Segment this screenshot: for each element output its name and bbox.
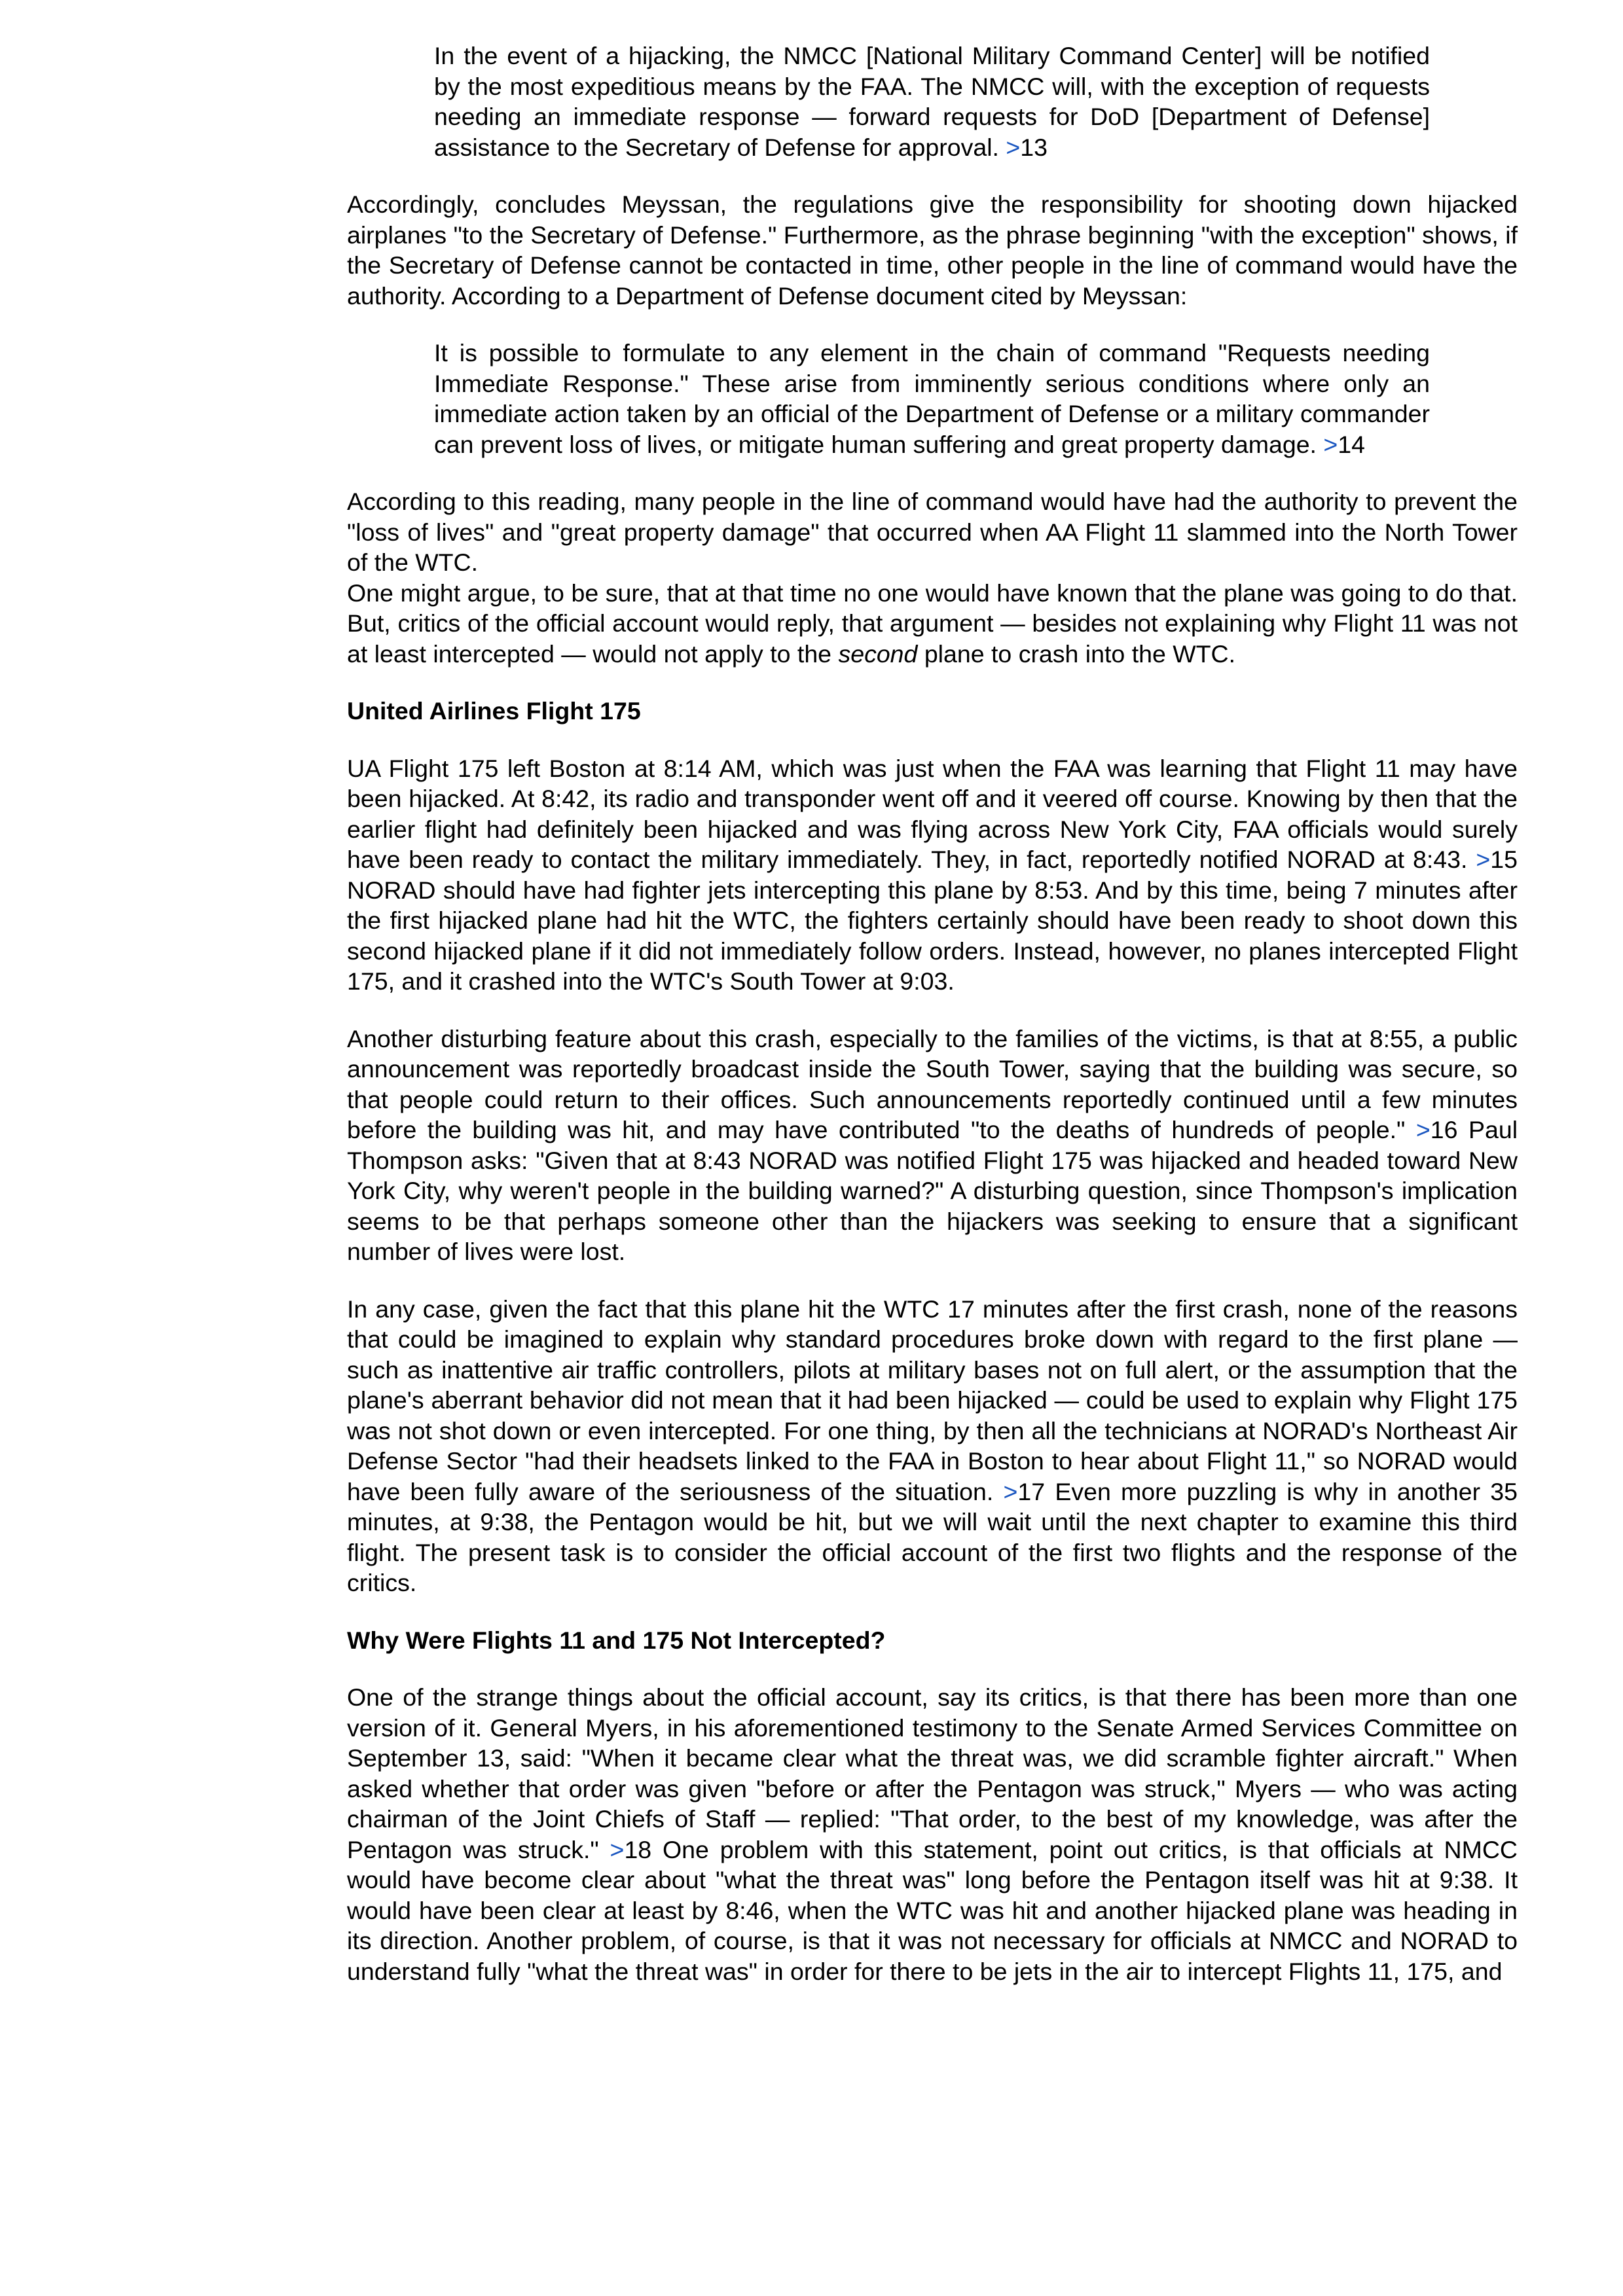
paragraph-flight-175-part1: UA Flight 175 left Boston at 8:14 AM, which was just when the FAA was learning that Flight 11 may have been hijacked. At 8:42, its radio and transponder went off and it veered off course. Knowing by then that the earlier flight had definitely been hijacked and was flying across New York City, FAA officials would surely have been ready to contact the military immediately. They, in fact, reportedly notified NORAD at 8:43. (347, 754, 1518, 873)
footnote-link-18[interactable]: > (610, 1835, 625, 1863)
paragraph-second-plane (347, 578, 1518, 670)
footnote-link-16[interactable]: > (1415, 1116, 1431, 1143)
paragraph-flight-175-part2: NORAD should have had fighter jets intercepting this plane by 8:53. And by this time, being 7 minutes after the first hijacked plane had hit the WTC, the fighters certainly should have been ready to shoot down this second hijacked plane if it did not immediately follow orders. Instead, however, no planes intercepted Flight 175, and it crashed into the WTC's South Tower at 9:03. (347, 876, 1518, 995)
paragraph-flight-175 (347, 753, 1518, 997)
footnote-number-17: 17 (1017, 1477, 1046, 1505)
paragraph-announcement (347, 1024, 1518, 1267)
quote-2-text: It is possible to formulate to any element in the chain of command "Requests needing Immediate Response." These arise from imminently serious conditions where only an immediate action taken by an official of the Department of Defense or a military commander can prevent loss of lives, or mitigate human suffering and great property damage. (434, 339, 1430, 458)
footnote-number-13: 13 (1020, 133, 1048, 161)
quote-1-text: In the event of a hijacking, the NMCC [National Military Command Center] will be notified by the most expeditious means by the FAA. The NMCC will, with the exception of requests needing an immediate response — forward requests for DoD [Department of Defense] assistance to the Secretary of Defense for approval. (434, 42, 1430, 161)
paragraph-standard-procedures-part2: Even more puzzling is why in another 35 minutes, at 9:38, the Pentagon would be hit, but we will wait until the next chapter to examine this third flight. The present task is to consider the official account of the first two flights and the response of the critics. (347, 1477, 1518, 1596)
paragraph-announcement-part1: Another disturbing feature about this crash, especially to the families of the victims, is that at 8:55, a public announcement was reportedly broadcast inside the South Tower, saying that the building was secure, so that people could return to their offices. Such announcements reportedly continued until a few minutes before the building was hit, and may have contributed "to the deaths of hundreds of people." (347, 1024, 1518, 1143)
paragraph-line-of-command: According to this reading, many people in the line of command would have had the authority to prevent the "loss of lives" and "great property damage" that occurred when AA Flight 11 slammed into the North Tower of the WTC. (347, 488, 1518, 576)
footnote-link-14[interactable]: > (1323, 430, 1338, 458)
section-heading-not-intercepted: Why Were Flights 11 and 175 Not Intercepted? (347, 1626, 886, 1654)
section-heading-flight-175: United Airlines Flight 175 (347, 697, 641, 725)
paragraph-second-plane-after: plane to crash into the WTC. (924, 639, 1236, 668)
paragraph-official-account-part1: One of the strange things about the official account, say its critics, is that there has been more than one version of it. General Myers, in his aforementioned testimony to the Senate Armed Services Committee on September 13, said: "When it became clear what the threat was, we did scramble fighter aircraft." When asked whether that order was given "before or after the Pentagon was struck," Myers — who was acting chairman of the Joint Chiefs of Staff — replied: "That order, to the best of my knowledge, was after the Pentagon was struck." (347, 1683, 1518, 1863)
paragraph-second-plane-before: One might argue, to be sure, that at that time no one would have known that the plane was going to do that. But, critics of the official account would reply, that argument — besides not explaining why Flight 11 was not at least intercepted — would not apply to the (347, 579, 1518, 668)
footnote-number-15: 15 (1490, 846, 1518, 873)
footnote-number-16: 16 (1430, 1116, 1458, 1143)
footnote-link-17[interactable]: > (1003, 1477, 1018, 1505)
paragraph-announcement-part2: Paul Thompson asks: "Given that at 8:43 NORAD was notified Flight 175 was hijacked and headed toward New York City, why weren't people in the building warned?" A disturbing question, since Thompson's implication seems to be that perhaps someone other than the hijackers was seeking to ensure that a significant number of lives were lost. (347, 1116, 1518, 1265)
paragraph-official-account-part2: One problem with this statement, point out critics, is that officials at NMCC would have become clear about "what the threat was" long before the Pentagon itself was hit at 9:38. It would have been clear at least by 8:46, when the WTC was hit and another hijacked plane was heading in its direction. Another problem, of course, is that it was not necessary for officials at NMCC and NORAD to understand fully "what the threat was" in order for there to be jets in the air to intercept Flights 11, 175, and (347, 1835, 1518, 1985)
paragraph-standard-procedures (347, 1294, 1518, 1598)
paragraph-standard-procedures-part1: In any case, given the fact that this plane hit the WTC 17 minutes after the first crash, none of the reasons that could be imagined to explain why standard procedures broke down with regard to the first plane — such as inattentive air traffic controllers, pilots at military bases not on full alert, or the assumption that the plane's aberrant behavior did not mean that it had been hijacked — could be used to explain why Flight 175 was not shot down or even intercepted. For one thing, by then all the technicians at NORAD's Northeast Air Defense Sector "had their headsets linked to the FAA in Boston to hear about Flight 11," so NORAD would have been fully aware of the seriousness of the situation. (347, 1295, 1518, 1505)
block-quote-2 (434, 338, 1430, 459)
footnote-link-15[interactable]: > (1476, 846, 1491, 873)
footnote-link-13[interactable]: > (1006, 133, 1021, 161)
footnote-number-18: 18 (624, 1835, 652, 1863)
emphasis-second: second (838, 639, 918, 668)
paragraph-meyssan-regulations: Accordingly, concludes Meyssan, the regulations give the responsibility for shooting down hijacked airplanes "to the Secretary of Defense." Furthermore, as the phrase beginning "with the exception" shows, if the Secretary of Defense cannot be contacted in time, other people in the line of command would have the authority. According to a Department of Defense document cited by Meyssan: (347, 190, 1518, 310)
paragraph-official-account (347, 1682, 1518, 1986)
footnote-number-14: 14 (1338, 430, 1366, 458)
document-page (347, 41, 1518, 2013)
block-quote-1 (434, 41, 1430, 162)
